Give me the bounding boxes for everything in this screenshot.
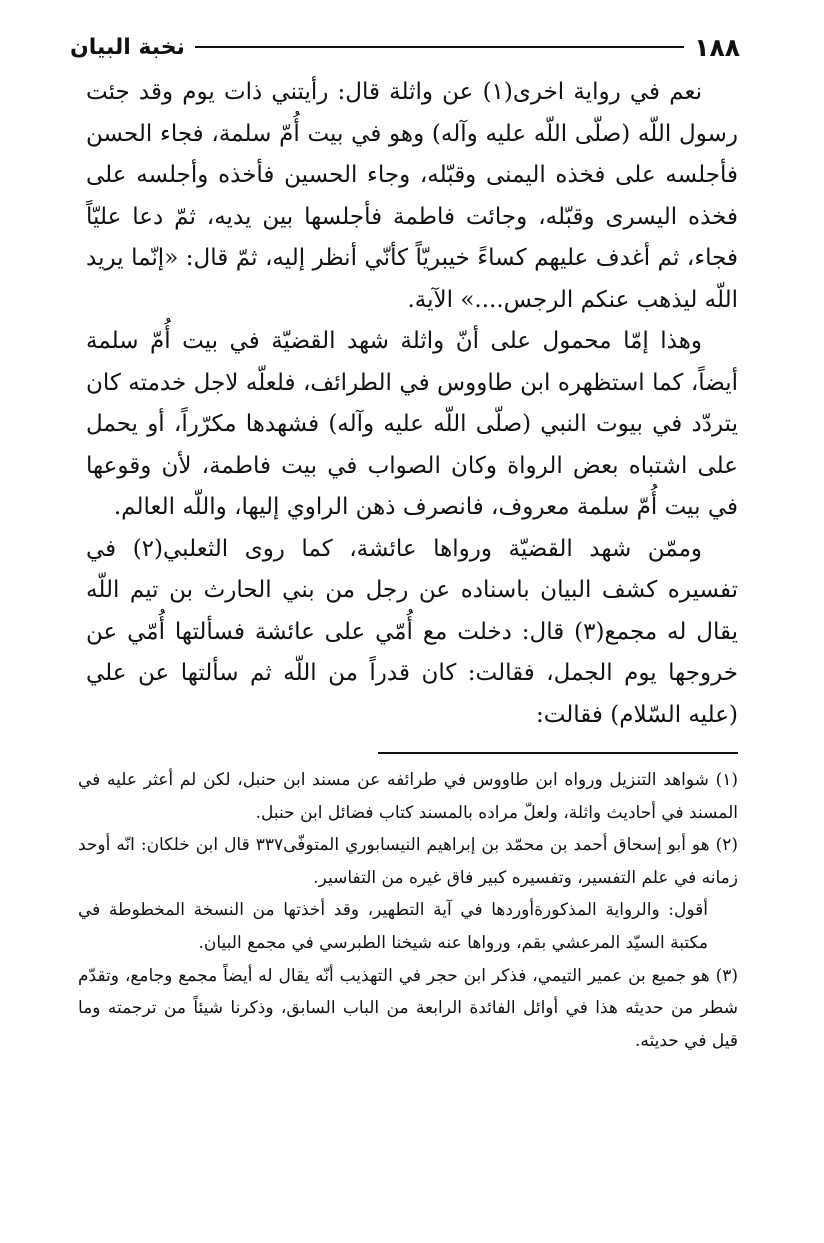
header-rule: [195, 46, 684, 48]
running-header: [70, 28, 740, 66]
body-paragraph: وممّن شهد القضيّة ورواها عائشة، كما روى الثعلبي(٢) في تفسيره كشف البيان باسناده عن رجل من بني الحارث بن تيم اللّه يقال له مجمع(٣) قال: دخلت مع أُمّي على عائشة فسألتها أُمّي عن خروجها يوم الجمل، فقالت: كان قدراً من اللّه ثم سألتها عن علي (عليه السّلام) فقالت:: [86, 535, 738, 728]
book-title: نخبة البيان: [70, 34, 185, 60]
body-paragraph: نعم في رواية اخرى(١) عن واثلة قال: رأيتني ذات يوم وقد جئت رسول اللّه (صلّى اللّه عليه وآله) وهو في بيت أُمّ سلمة، فجاء الحسن فأجلسه على فخذه اليمنى وقبّله، وجاء الحسين فأخذه وأجلسه على فخذه اليسرى وقبّله، وجائت فاطمة فأجلسها بين يديه، ثمّ دعا عليّاً فجاء، ثم أغدف عليهم كساءً خيبريّاً كأنّي أنظر إليه، ثمّ قال: «إنّما يريد اللّه ليذهب عنكم الرجس....» الآية.: [86, 79, 738, 313]
footnote-2-note: أقول: والرواية المذكورةأوردها في آية التطهير، وقد أخذتها من النسخة المخطوطة في مكتبة السيّد المرعشي بقم، ورواها عنه شيخنا الطبرسي في مجمع البيان.: [78, 900, 708, 953]
footnote-3: (٣) هو جميع بن عمير التيمي، فذكر ابن حجر في التهذيب أنّه يقال له أيضاً مجمع وجامع، وتقدّم شطر من حديثه هذا في أوائل الفائدة الرابعة من الباب السابق، وذكرنا شيئاً من ترجمته وما قيل في حديثه.: [78, 965, 738, 1051]
body-paragraph: وهذا إمّا محمول على أنّ واثلة شهد القضيّة في بيت أُمّ سلمة أيضاً، كما استظهره ابن طاووس في الطرائف، فلعلّه لاجل خدمته كان يتردّد في بيوت النبي (صلّى اللّه عليه وآله) فشهدها مكرّراً، أو يحمل على اشتباه بعض الرواة وكان الصواب في بيت فاطمة، لأن وقوعها في بيت أُمّ سلمة معروف، فانصرف ذهن الراوي إليها، واللّه العالم.: [86, 328, 738, 520]
page-number: ١٨٨: [694, 32, 740, 62]
footnote-1: (١) شواهد التنزيل ورواه ابن طاووس في طرائفه عن مسند ابن حنبل، لكن لم أعثر عليه في المسند في أحاديث واثلة، ولعلّ مراده بالمسند كتاب فضائل ابن حنبل.: [78, 770, 738, 823]
footnote-2: (٢) هو أبو إسحاق أحمد بن محمّد بن إبراهيم النيسابوري المتوفّى٣٣٧ قال ابن خلكان: انّه أوحد زمانه في علم التفسير، وتفسيره كبير فاق غيره من التفاسير.: [78, 835, 738, 888]
footnotes-section: [78, 764, 738, 1057]
main-text: [86, 72, 738, 736]
footnote-separator: [378, 752, 738, 754]
